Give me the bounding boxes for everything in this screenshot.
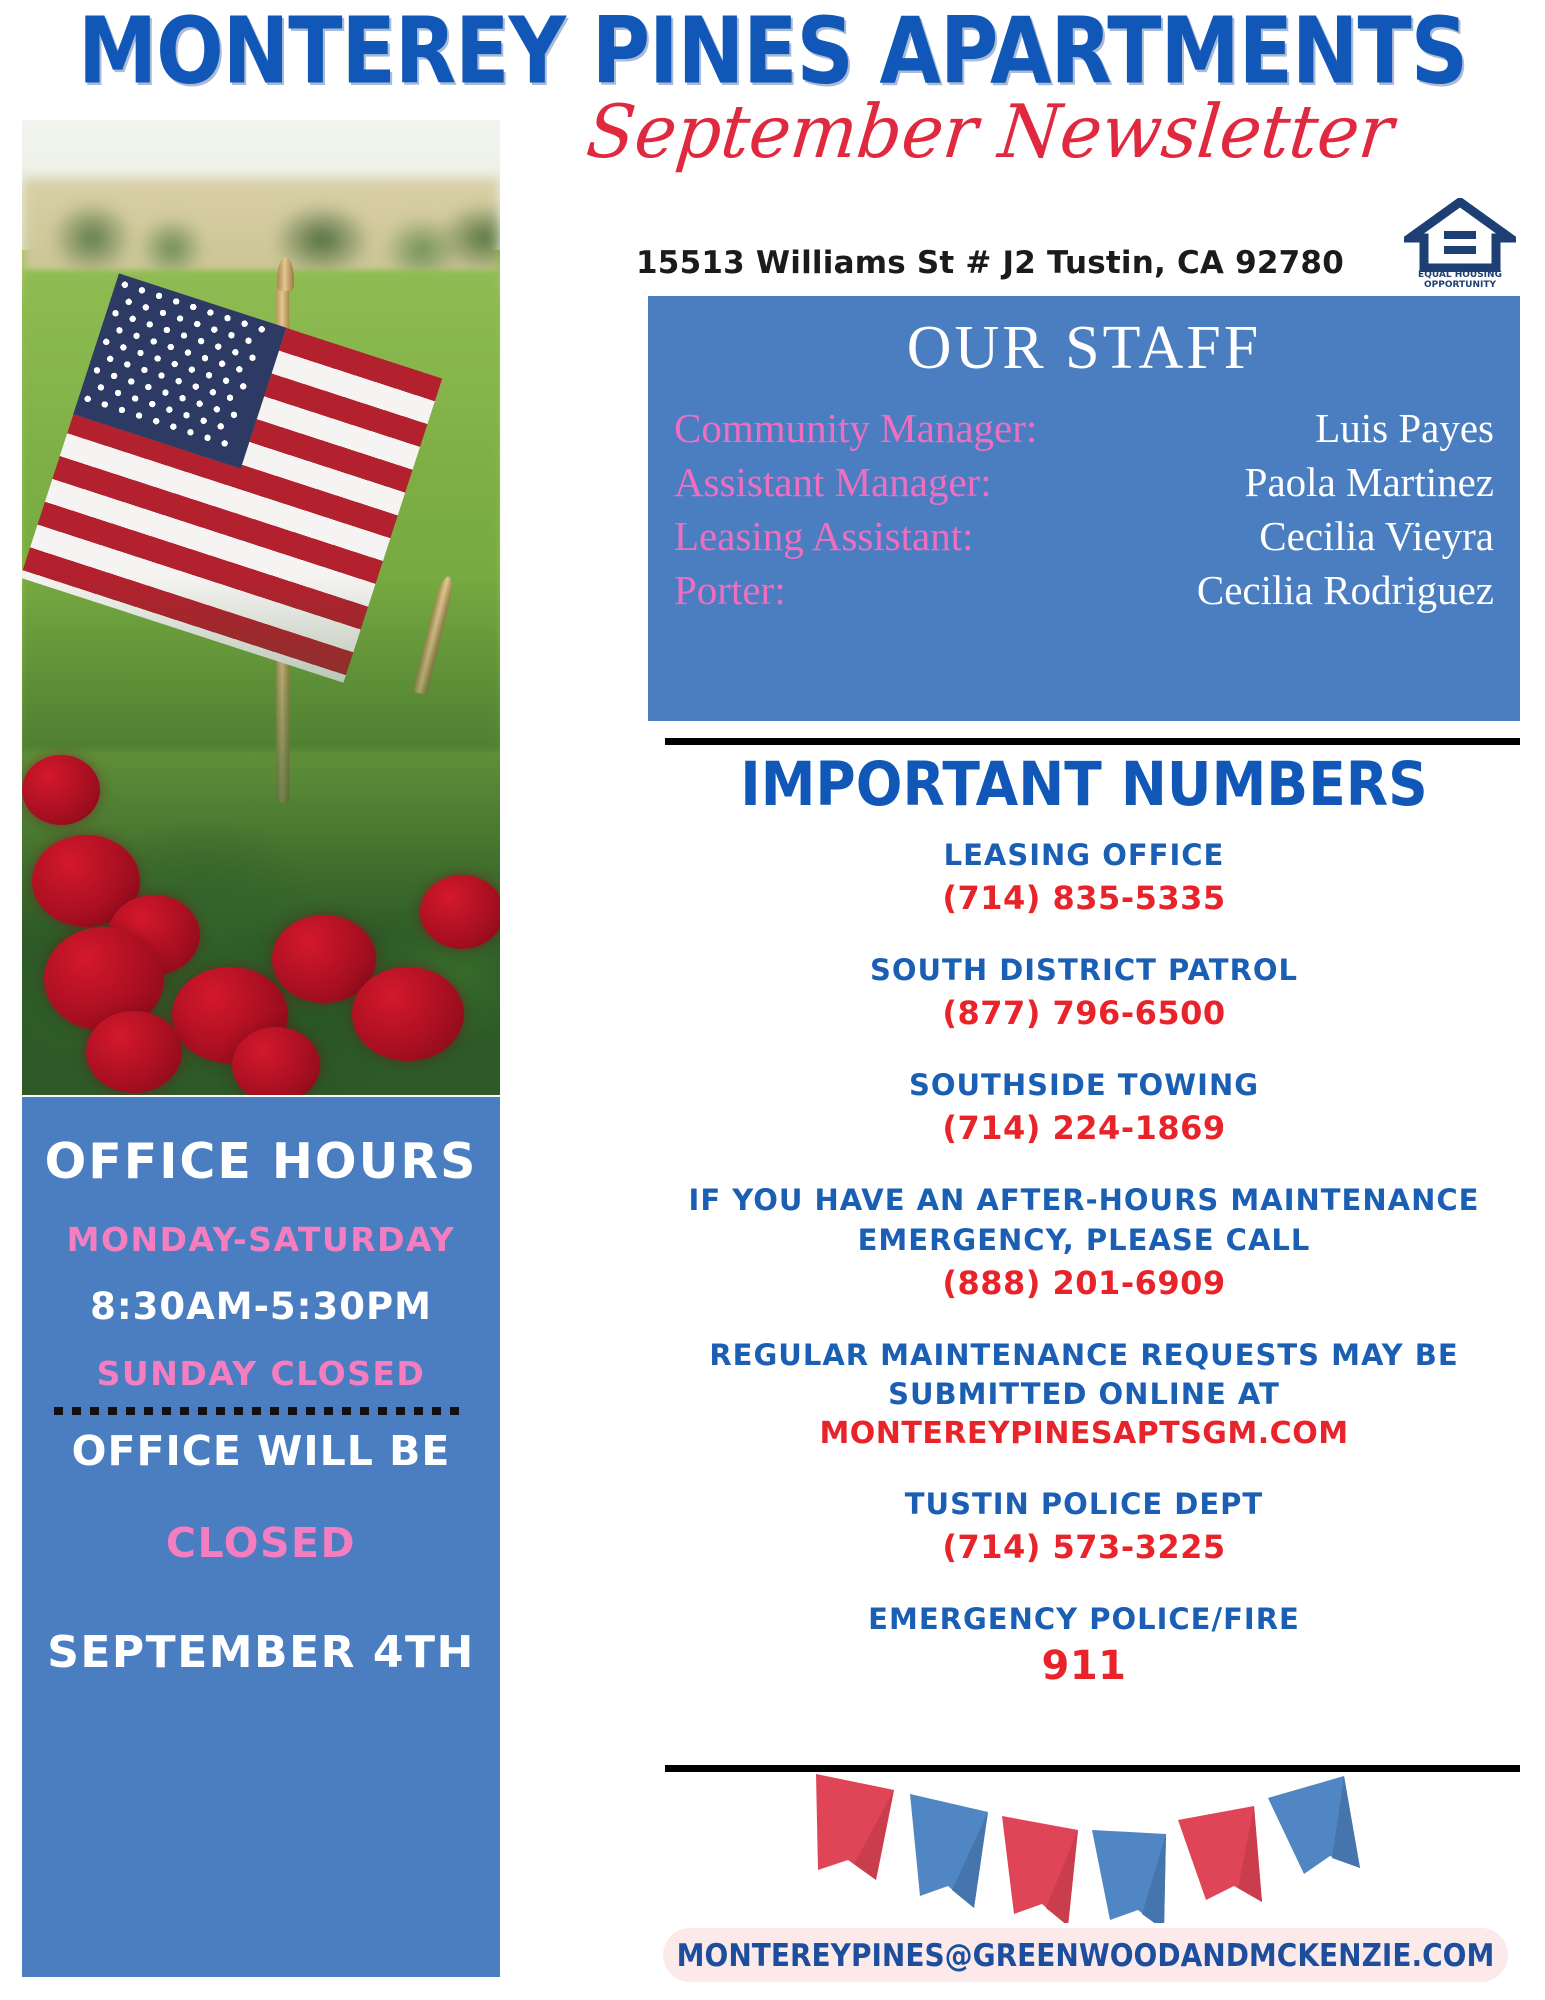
masthead	[0, 0, 1545, 106]
contact-email-band[interactable]	[663, 1928, 1508, 1982]
dotted-divider	[54, 1407, 468, 1415]
staff-role-label: Community Manager:	[674, 405, 1038, 452]
office-hours-time: 8:30AM-5:30PM	[90, 1285, 432, 1328]
bunting-decoration-icon	[648, 1768, 1520, 1923]
closure-notice-word: CLOSED	[165, 1519, 357, 1567]
phone-number[interactable]: (714) 573-3225	[942, 1528, 1226, 1567]
office-hours-title: OFFICE HOURS	[44, 1133, 478, 1190]
phone-entry	[648, 836, 1520, 917]
maintenance-request-url[interactable]: MONTEREYPINESAPTSGM.COM	[819, 1415, 1349, 1451]
photo-foliage	[22, 575, 500, 1095]
after-hours-label: IF YOU HAVE AN AFTER-HOURS MAINTENANCE EMERGENCY, PLEASE CALL	[688, 1183, 1480, 1257]
phone-number[interactable]: (877) 796-6500	[942, 994, 1226, 1033]
staff-name-value: Paola Martinez	[1244, 459, 1494, 506]
staff-row	[674, 458, 1494, 506]
staff-role-label: Assistant Manager:	[674, 459, 992, 506]
flag-and-flowers-photo	[22, 120, 500, 1095]
emergency-entry	[648, 1600, 1520, 1689]
staff-row	[674, 512, 1494, 560]
emergency-number[interactable]: 911	[1041, 1643, 1127, 1690]
office-hours-days: MONDAY-SATURDAY	[66, 1220, 456, 1259]
emergency-label: EMERGENCY POLICE/FIRE	[868, 1602, 1300, 1637]
phone-number[interactable]: (714) 835-5335	[942, 879, 1226, 918]
section-divider-top	[665, 738, 1520, 745]
equal-housing-label: EQUAL HOUSING OPPORTUNITY	[1418, 270, 1502, 290]
phone-entry	[648, 1066, 1520, 1147]
our-staff-panel	[648, 296, 1520, 721]
closure-notice-line: OFFICE WILL BE	[71, 1427, 451, 1475]
staff-row	[674, 404, 1494, 452]
phone-label: LEASING OFFICE	[943, 838, 1225, 872]
property-address: 15513 Williams St # J2 Tustin, CA 92780	[636, 245, 1344, 281]
after-hours-number[interactable]: (888) 201-6909	[942, 1263, 1226, 1302]
maintenance-request-entry	[648, 1336, 1520, 1451]
maintenance-request-label: REGULAR MAINTENANCE REQUESTS MAY BE SUBMITTED ONLINE AT	[709, 1337, 1459, 1411]
phone-number[interactable]: (714) 224-1869	[942, 1109, 1226, 1148]
newsletter-subtitle: September Newsletter	[582, 88, 1398, 176]
closure-notice-date: SEPTEMBER 4TH	[47, 1627, 475, 1678]
contact-email[interactable]: MONTEREYPINES@GREENWOODANDMCKENZIE.COM	[676, 1936, 1495, 1974]
phone-label: SOUTH DISTRICT PATROL	[869, 953, 1299, 988]
staff-row	[674, 566, 1494, 614]
office-hours-panel	[22, 1097, 500, 1977]
phone-label: TUSTIN POLICE DEPT	[904, 1486, 1264, 1521]
phone-label: SOUTHSIDE TOWING	[908, 1068, 1260, 1103]
staff-name-value: Luis Payes	[1315, 405, 1494, 452]
staff-role-label: Leasing Assistant:	[674, 513, 974, 560]
page-title: MONTEREY PINES APARTMENTS	[77, 0, 1468, 106]
after-hours-entry	[648, 1181, 1520, 1301]
important-numbers-title: IMPORTANT NUMBERS	[740, 748, 1428, 820]
phone-entry	[648, 951, 1520, 1032]
our-staff-heading: OUR STAFF	[906, 314, 1262, 382]
staff-name-value: Cecilia Rodriguez	[1196, 567, 1494, 614]
staff-name-value: Cecilia Vieyra	[1259, 513, 1494, 560]
phone-entry	[648, 1485, 1520, 1566]
important-numbers-section	[648, 748, 1520, 1723]
equal-housing-opportunity-icon	[1404, 198, 1516, 288]
office-hours-sunday: SUNDAY CLOSED	[96, 1354, 426, 1393]
staff-role-label: Porter:	[674, 567, 786, 614]
